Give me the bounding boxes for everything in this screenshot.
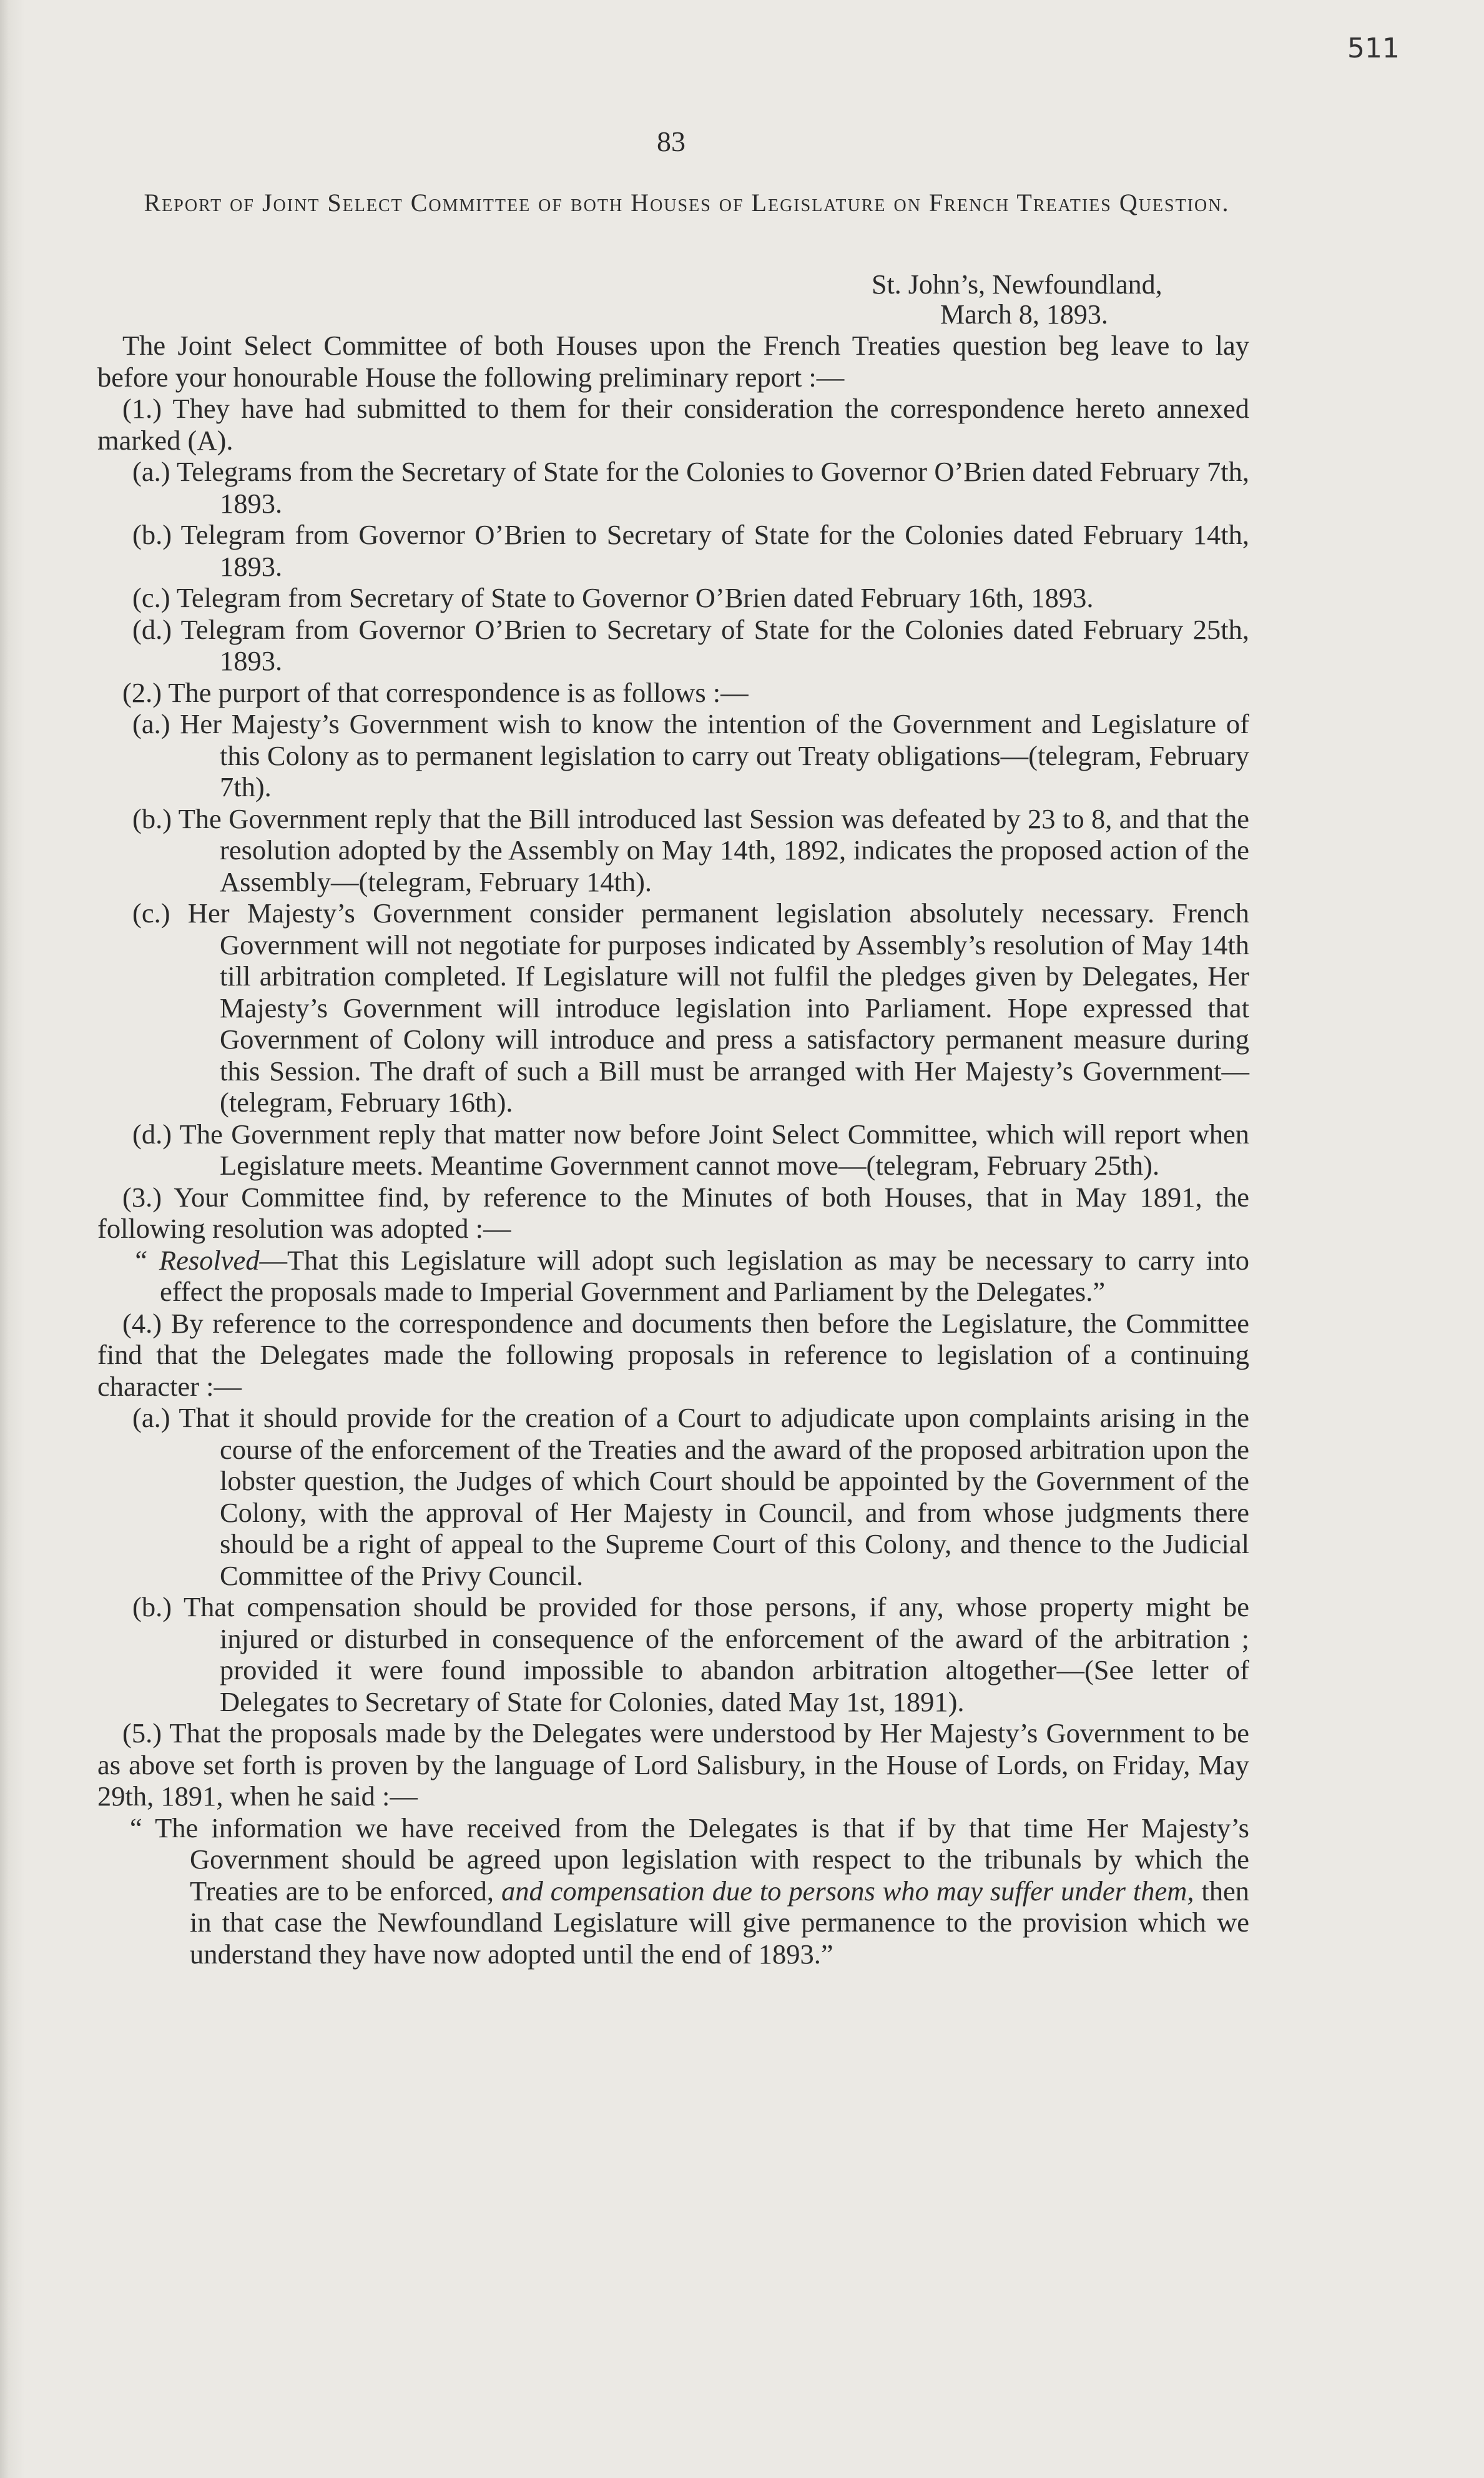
paragraph-2a: (a.) Her Majesty’s Government wish to know the intention of the Government and Legislature of this Colony as to permanent legislation to carry out Treaty obligations—(telegram, February 7th). [132,708,1249,802]
paragraph-1: (1.) They have had submitted to them for their consideration the correspondence hereto annexed marked (A). [97,393,1249,456]
report-body [97,330,1249,1970]
paragraph-2: (2.) The purport of that correspondence is as follows :— [122,676,749,708]
salisbury-quote [97,1812,1249,1970]
paragraph-1a: (a.) Telegrams from the Secretary of State for the Colonies to Governor O’Brien dated February 7th, 1893. [132,456,1249,519]
paragraph-1d: (d.) Telegram from Governor O’Brien to Secretary of State for the Colonies dated February 25th, 1893. [132,613,1249,676]
intro-paragraph: The Joint Select Committee of both Houses upon the French Treaties question beg leave to lay before your honourable House the following preliminary report :— [97,330,1249,393]
resolution-text: —That this Legislature will adopt such legislation as may be necessary to carry into effect the proposals made to Imperial Government and Parliament by the Delegates.” [160,1244,1249,1307]
paragraph-2d: (d.) The Government reply that matter now before Joint Select Committee, which will report when Legislature meets. Meantime Government cannot move—(telegram, February 25th). [132,1118,1249,1181]
paragraph-2c: (c.) Her Majesty’s Government consider permanent legislation absolutely necessary. French Government will not negotiate for purposes indicated by Assembly’s resolution of May 14th till arbitration completed. If Legislature will not fulfil the pledges given by Delegates, Her Majesty’s Government will introduce legislation into Parliament. Hope expressed that Government of Colony will introduce and press a satisfactory permanent measure during this Session. The draft of such a Bill must be arranged with Her Majesty’s Government—(telegram, February 16th). [132,897,1249,1118]
resolved-word: “ Resolved [132,1244,260,1276]
paragraph-4: (4.) By reference to the correspondence and documents then before the Legislature, the Committee find that the Delegates made the following proposals in reference to legislation of a continuing character :— [97,1307,1249,1402]
address-line-1: St. John’s, Newfoundland, [872,269,1162,300]
paragraph-4b: (b.) That compensation should be provided for those persons, if any, whose property might be injured or disturbed in consequence of the enforcement of the award of the arbitration ; provided it were found impossible to abandon arbitration altogether—(See letter of Delegates to Secretary of State for Colonies, dated May 1st, 1891). [132,1591,1249,1717]
paragraph-4a: (a.) That it should provide for the creation of a Court to adjudicate upon complaints arising in the course of the enforcement of the Treaties and the award of the proposed arbitration upon the lobster question, the Judges of which Court should be appointed by the Government of the Colony, with the approval of Her Majesty in Council, and from whose judgments there should be a right of appeal to the Supreme Court of this Colony, and thence to the Judicial Committee of the Privy Council. [132,1402,1249,1591]
resolution-quote [97,1245,1249,1308]
report-title: Report of Joint Select Committee of both Houses of Legislature on French Treaties Question. [144,189,1230,217]
folio-number: 511 [1347,32,1400,64]
salisbury-quote-part-2: then in that case the Newfoundland Legislature will give permanence to the provision which we understand they have now adopted until the end of 1893.” [190,1875,1249,1970]
paragraph-3: (3.) Your Committee find, by reference to the Minutes of both Houses, that in May 1891, the following resolution was adopted :— [97,1181,1249,1244]
paragraph-1c: (c.) Telegram from Secretary of State to Governor O’Brien dated February 16th, 1893. [132,582,1094,613]
address-date: March 8, 1893. [940,299,1108,330]
salisbury-quote-part-1: “ The information we have received from the Delegates is that if by that time Her Majesty’s Government should be agreed upon legislation with respect to the tribunals by which the Treaties are to be enforced, [130,1812,1249,1907]
salisbury-quote-italic: and compensation due to persons who may suffer under them, [501,1875,1194,1907]
paragraph-2b: (b.) The Government reply that the Bill introduced last Session was defeated by 23 to 8, and that the resolution adopted by the Assembly on May 14th, 1892, indicates the proposed action of the Assembly—(telegram, February 14th). [132,802,1249,897]
page-number: 83 [657,126,685,157]
paragraph-5: (5.) That the proposals made by the Delegates were understood by Her Majesty’s Government to be as above set forth is proven by the language of Lord Salisbury, in the House of Lords, on Friday, May 29th, 1891, when he said :— [97,1717,1249,1812]
paragraph-1b: (b.) Telegram from Governor O’Brien to Secretary of State for the Colonies dated February 14th, 1893. [132,519,1249,582]
